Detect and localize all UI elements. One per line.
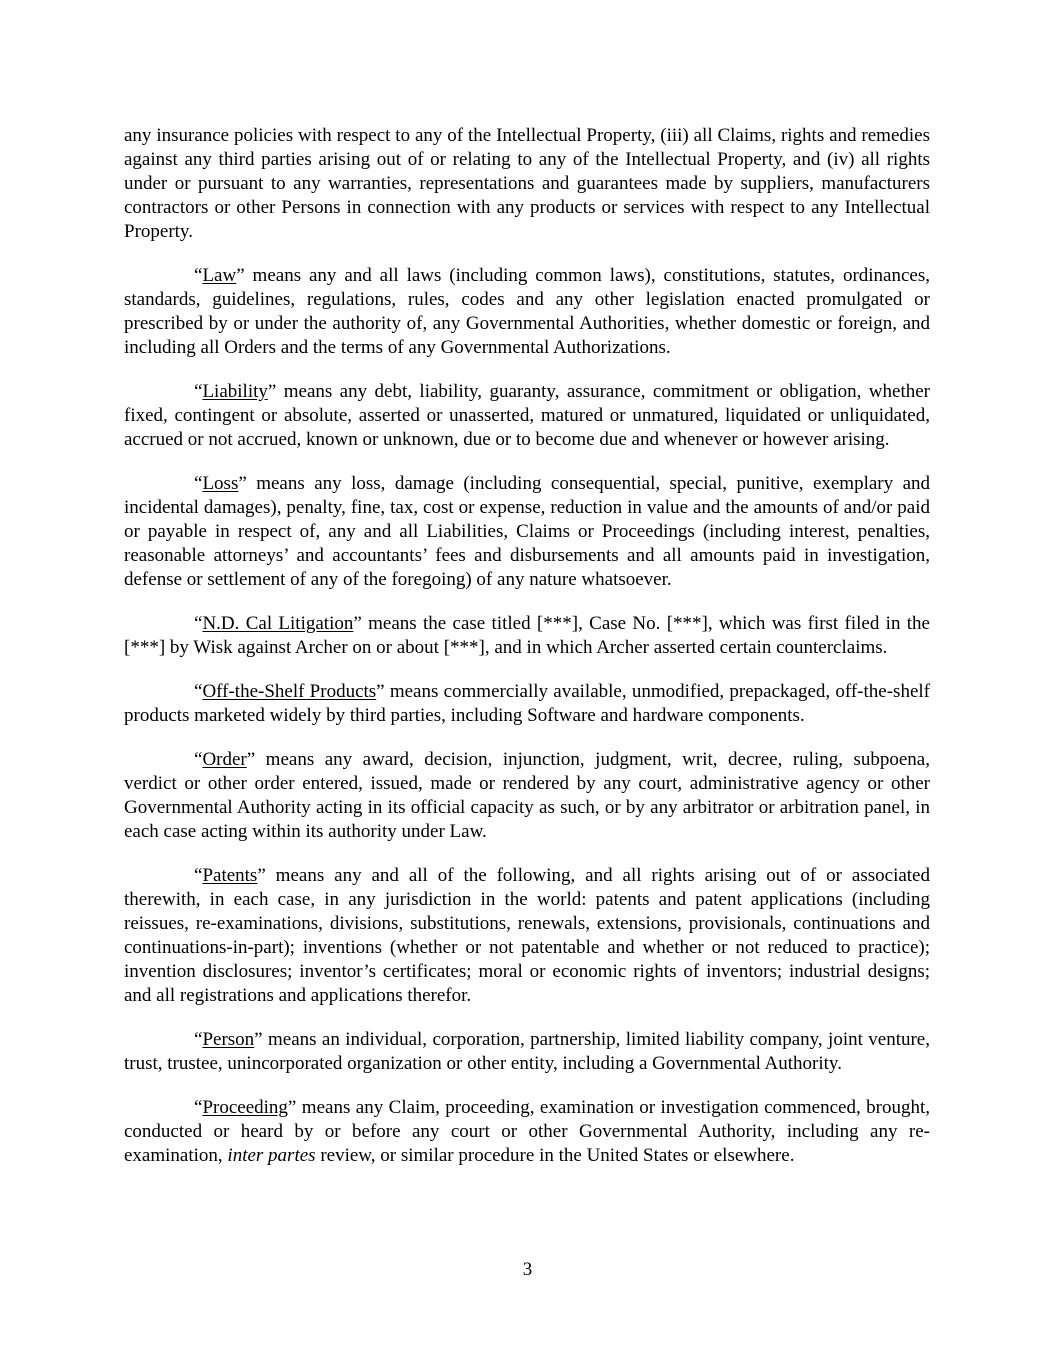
document-body (124, 124, 930, 1188)
defined-term: N.D. Cal Litigation (202, 613, 354, 634)
definition-text: ” means an individual, corporation, partnership, limited liability company, joint venture, trust, trustee, unincorporated organization or other entity, including a Governmental Authority. (124, 1029, 930, 1074)
definition-order (124, 748, 930, 844)
open-quote: “ (194, 681, 203, 702)
definition-proceeding (124, 1096, 930, 1168)
continuation-paragraph: any insurance policies with respect to any of the Intellectual Property, (iii) all Claims, rights and remedies against any third parties arising out of or relating to any of the Intellectual Property, and (iv) all rights under or pursuant to any warranties, representations and guarantees made by suppliers, manufacturers contractors or other Persons in connection with any products or services with respect to any Intellectual Property. (124, 125, 930, 242)
page-number: 3 (522, 1259, 533, 1280)
definition-text: ” means any and all laws (including common laws), constitutions, statutes, ordinances, standards, guidelines, regulations, rules, codes and any other legislation enacted promulgated or prescribed by or under the authority of, any Governmental Authorities, whether domestic or foreign, and including all Orders and the terms of any Governmental Authorizations. (124, 265, 930, 358)
definition-text: ” means any and all of the following, and all rights arising out of or associated therewith, in each case, in any jurisdiction in the world: patents and patent applications (including reissues, re-examinations, divisions, substitutions, renewals, extensions, provisionals, continuations and continuations-in-part); inventions (whether or not patentable and whether or not reduced to practice); invention disclosures; inventor’s certificates; moral or economic rights of inventors; industrial designs; and all registrations and applications therefor. (124, 865, 930, 1006)
open-quote: “ (194, 265, 203, 286)
definition-loss (124, 472, 930, 592)
definition-liability (124, 380, 930, 452)
defined-term: Off-the-Shelf Products (202, 681, 377, 702)
defined-term: Law (202, 265, 237, 286)
definition-text: ” means any debt, liability, guaranty, assurance, commitment or obligation, whether fixed, contingent or absolute, asserted or unasserted, matured or unmatured, liquidated or unliquidated, accrued or not accrued, known or unknown, due or to become due and whenever or however arising. (124, 381, 930, 450)
definition-text: ” means commercially available, unmodified, prepackaged, off-the-shelf products marketed widely by third parties, including Software and hardware components. (124, 681, 930, 726)
definition-person (124, 1028, 930, 1076)
defined-term: Loss (202, 473, 239, 494)
defined-term: Liability (202, 381, 268, 402)
open-quote: “ (194, 1097, 203, 1118)
defined-term: Person (202, 1029, 255, 1050)
defined-term: Order (202, 749, 247, 770)
definition-text: ” means any loss, damage (including consequential, special, punitive, exemplary and incidental damages), penalty, fine, tax, cost or expense, reduction in value and the amounts of and/or paid or payable in respect of, any and all Liabilities, Claims or Proceedings (including interest, penalties, reasonable attorneys’ and accountants’ fees and disbursements and all amounts paid in investigation, defense or settlement of any of the foregoing) of any nature whatsoever. (124, 473, 930, 590)
open-quote: “ (194, 473, 203, 494)
definition-text-end: review, or similar procedure in the United States or elsewhere. (315, 1145, 795, 1166)
defined-term: Patents (202, 865, 258, 886)
definition-text: ” means the case titled [***], Case No. [***], which was first filed in the [***] by Wisk against Archer on or about [***], and in which Archer asserted certain counterclaims. (124, 613, 930, 658)
open-quote: “ (194, 381, 203, 402)
definition-off-the-shelf-products (124, 680, 930, 728)
definition-nd-cal-litigation (124, 612, 930, 660)
open-quote: “ (194, 1029, 203, 1050)
definition-text: ” means any Claim, proceeding, examination or investigation commenced, brought, conducted or heard by or before any court or other Governmental Authority, including any re-examination, (124, 1097, 930, 1166)
definition-text: ” means any award, decision, injunction, judgment, writ, decree, ruling, subpoena, verdict or other order entered, issued, made or rendered by any court, administrative agency or other Governmental Authority acting in its official capacity as such, or by any arbitrator or arbitration panel, in each case acting within its authority under Law. (124, 749, 930, 842)
open-quote: “ (194, 749, 203, 770)
definition-law (124, 264, 930, 360)
definition-patents (124, 864, 930, 1008)
italic-phrase: inter partes (227, 1145, 316, 1166)
open-quote: “ (194, 613, 203, 634)
defined-term: Proceeding (202, 1097, 288, 1118)
open-quote: “ (194, 865, 203, 886)
